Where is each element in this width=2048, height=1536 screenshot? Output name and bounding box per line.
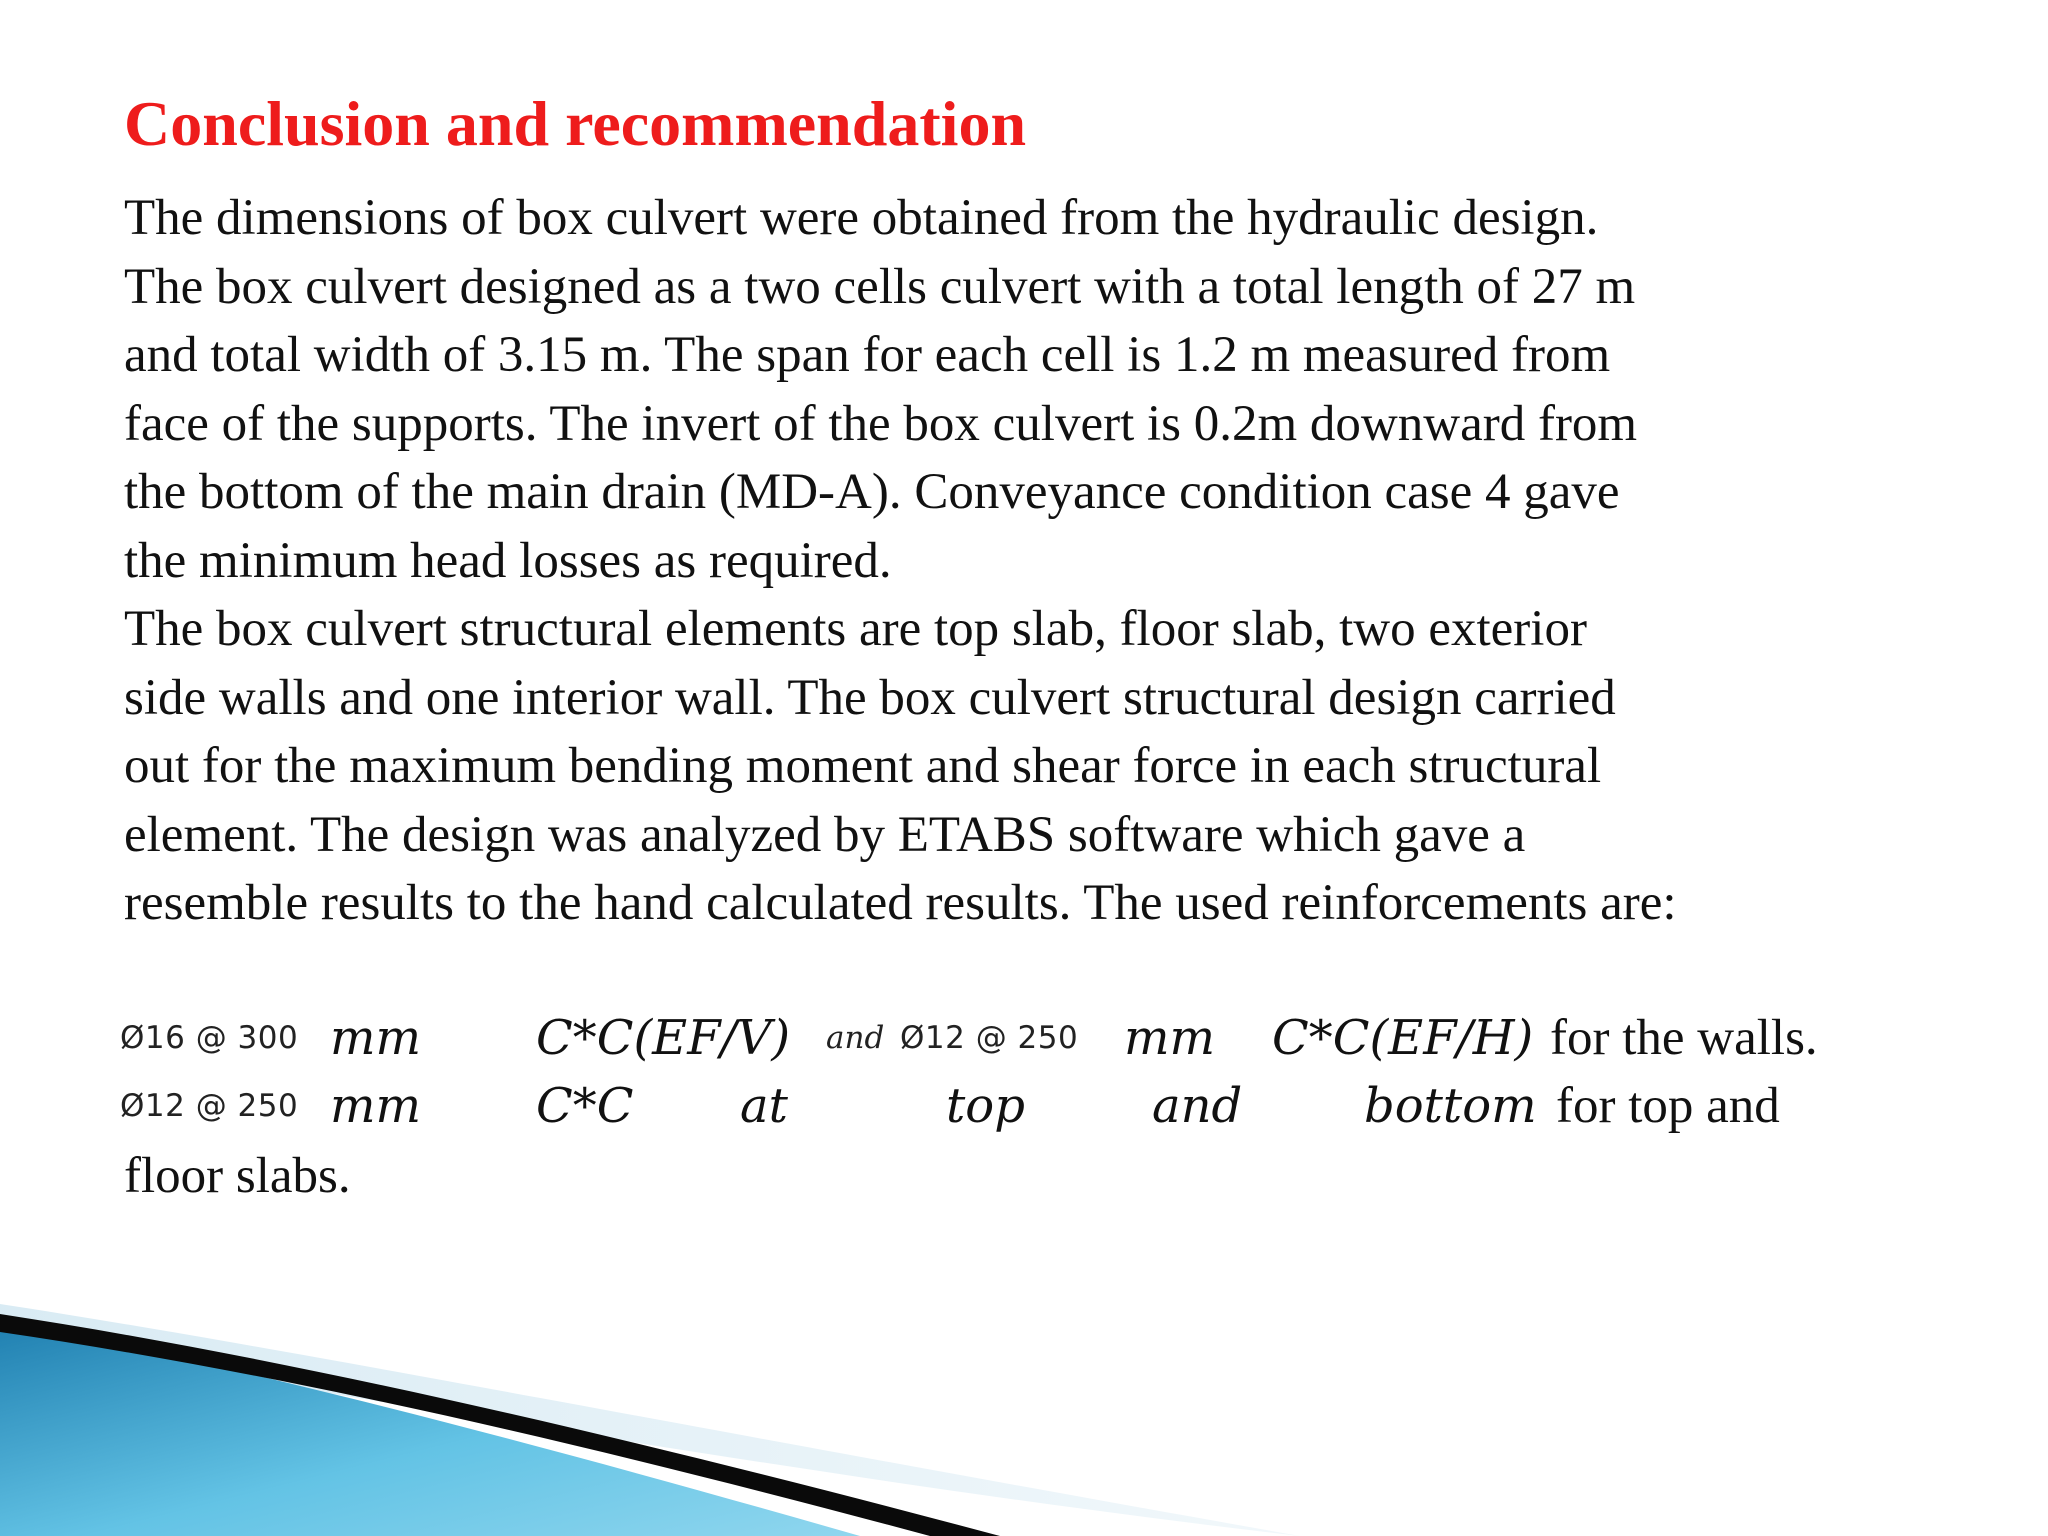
reinforcement-list [120,1004,1920,1140]
body-line: The box culvert structural elements are top slab, floor slab, two exterior [124,601,1587,657]
decorative-swoosh [0,1280,1300,1536]
slab-bar: Ø12 @ 250 [120,1088,299,1124]
slab-word-top: top [946,1078,1025,1134]
wall-spacing-spec-2: C*C(EF/H) [1272,1010,1534,1066]
body-line: side walls and one interior wall. The box culvert structural design carried [124,669,1616,726]
slab-tail-text: for top and [1556,1078,1780,1134]
slab-continuation-text: floor slabs. [124,1148,351,1204]
slab-word-and: and [1152,1078,1243,1134]
body-line: element. The design was analyzed by ETABS software which gave a [124,806,1526,863]
body-line: out for the maximum bending moment and shear force in each structural [124,738,1602,794]
wall-unit-2: mm [1124,1010,1216,1066]
wall-bar-2: Ø12 @ 250 [900,1020,1079,1056]
wall-joiner: and [826,1020,885,1056]
reinforcement-walls-row [120,1004,1920,1072]
body-text [124,184,1884,938]
body-line: resemble results to the hand calculated results. The used reinforcements are: [124,875,1677,931]
slab-word-bottom: bottom [1364,1078,1537,1134]
body-line: The dimensions of box culvert were obtained from the hydraulic design. [124,190,1599,246]
wall-unit-1: mm [330,1010,422,1066]
slab-word-at: at [740,1078,788,1134]
wall-tail-text: for the walls. [1550,1010,1818,1066]
reinforcement-slabs-row [120,1072,1920,1140]
body-line: the minimum head losses as required. [124,532,892,589]
slab-unit: mm [330,1078,422,1134]
body-line: the bottom of the main drain (MD-A). Conveyance condition case 4 gave [124,464,1620,520]
wall-bar-1: Ø16 @ 300 [120,1020,299,1056]
body-line: The box culvert designed as a two cells culvert with a total length of 27 m [124,258,1636,315]
slab-spacing-spec: C*C [536,1078,634,1134]
wall-spacing-spec-1: C*C(EF/V) [536,1010,791,1066]
body-line: and total width of 3.15 m. The span for each cell is 1.2 m measured from [124,327,1611,383]
slide-title: Conclusion and recommendation [124,88,1027,159]
body-line: face of the supports. The invert of the box culvert is 0.2m downward from [124,395,1638,452]
